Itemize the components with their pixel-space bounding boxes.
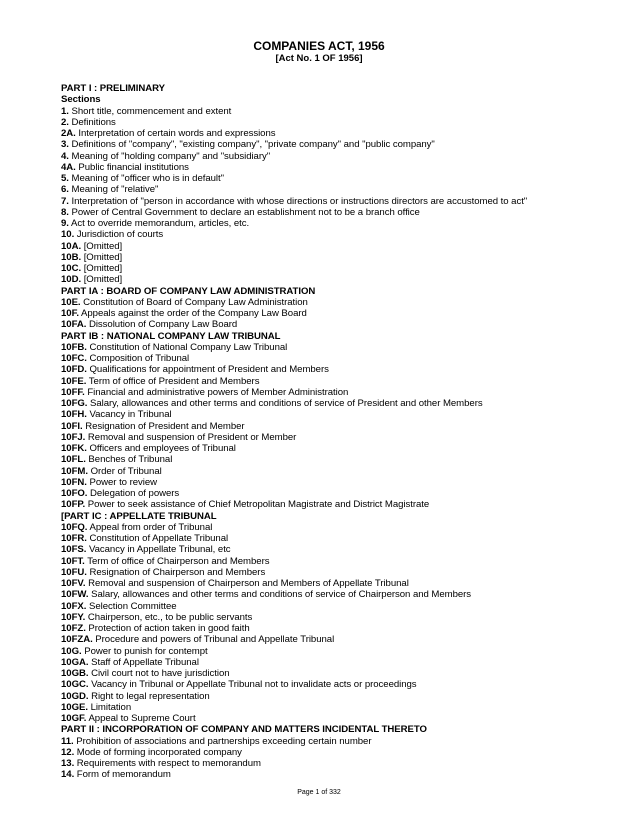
section-title: Salary, allowances and other terms and conditions of service of Chairperson and Members (88, 589, 472, 601)
section-title: Power to punish for contempt (81, 645, 208, 657)
section-entry (61, 173, 631, 184)
section-entry (61, 623, 631, 634)
section-title: Interpretation of "person in accordance with whose directions or instructions directors are accustomed to act" (68, 195, 528, 207)
section-entry (61, 308, 631, 319)
part-heading: [PART IC : APPELLATE TRIBUNAL (61, 510, 217, 522)
section-number: 10GE. (61, 701, 88, 713)
section-number: 10FR. (61, 533, 87, 544)
section-title: Officers and employees of Tribunal (86, 443, 236, 454)
section-entry (61, 229, 631, 240)
section-entry (61, 274, 631, 285)
section-entry (61, 353, 631, 364)
section-entry (61, 747, 631, 758)
section-number: 10FZ. (61, 623, 86, 634)
section-entry (61, 241, 631, 252)
section-number: 10GB. (61, 668, 89, 679)
section-number: 10GC. (61, 679, 89, 691)
section-title: Act to override memorandum, articles, etc. (68, 218, 250, 229)
section-entry (61, 736, 631, 747)
section-entry (61, 556, 631, 567)
section-title: Power of Central Government to declare an establishment not to be a branch office (68, 206, 420, 218)
section-number: 10FC. (61, 353, 87, 364)
section-title: Meaning of "relative" (68, 184, 159, 196)
page-footer: Page 1 of 332 (297, 789, 341, 796)
section-number: 3. (61, 139, 69, 151)
section-title: [Omitted] (81, 263, 123, 274)
section-entry (61, 398, 631, 409)
section-entry (61, 432, 631, 443)
section-title: Financial and administrative powers of Member Administration (84, 386, 349, 398)
section-number: 10A. (61, 240, 82, 252)
section-number: 10GD. (61, 690, 89, 702)
section-number: 10G. (61, 645, 82, 657)
section-title: Jurisdiction of courts (74, 229, 164, 241)
section-number: 7. (61, 195, 69, 207)
section-title: Meaning of "holding company" and "subsidiary" (68, 150, 271, 162)
table-of-contents (61, 83, 631, 781)
section-entry (61, 578, 631, 589)
section-number: 10B. (61, 251, 82, 263)
section-title: Chairperson, etc., to be public servants (85, 611, 253, 623)
section-number: 10FK. (61, 443, 87, 454)
section-number: 10FF. (61, 386, 85, 398)
document-subtitle: [Act No. 1 OF 1956] (275, 53, 363, 64)
section-number: 10FW. (61, 589, 89, 601)
section-entry (61, 364, 631, 375)
section-number: 10E. (61, 296, 81, 308)
section-number: 10FA. (61, 319, 87, 331)
section-title: Removal and suspension of Chairperson and Members of Appellate Tribunal (85, 578, 409, 589)
section-number: 4. (61, 150, 69, 162)
section-entry (61, 387, 631, 398)
section-title: [Omitted] (81, 251, 123, 263)
section-number: 9. (61, 218, 69, 229)
section-entry (61, 702, 631, 713)
section-number: 10FQ. (61, 521, 88, 533)
section-number: 10FG. (61, 398, 88, 409)
section-entry (61, 713, 631, 724)
section-entry (61, 184, 631, 195)
section-title: Mode of forming incorporated company (74, 746, 242, 758)
section-number: 10GF. (61, 713, 87, 724)
section-entry (61, 522, 631, 533)
section-entry (61, 634, 631, 645)
section-title: Constitution of Board of Company Law Administration (80, 296, 308, 308)
section-entry (61, 376, 631, 387)
section-title: Power to seek assistance of Chief Metropolitan Magistrate and District Magistrate (85, 499, 430, 511)
section-entry (61, 466, 631, 477)
section-number: 10FX. (61, 600, 87, 612)
section-title: Dissolution of Company Law Board (86, 319, 238, 331)
section-title: Meaning of "officer who is in default" (68, 173, 224, 184)
part-heading: PART II : INCORPORATION OF COMPANY AND MATTERS INCIDENTAL THERETO (61, 724, 427, 736)
section-number: 4A. (61, 161, 76, 173)
section-entry (61, 421, 631, 432)
section-title: Form of memorandum (74, 769, 171, 781)
section-title: Staff of Appellate Tribunal (88, 656, 199, 668)
section-entry (61, 544, 631, 555)
section-entry (61, 758, 631, 769)
section-title: Delegation of powers (87, 488, 180, 499)
section-entry (61, 342, 631, 353)
section-number: 2. (61, 116, 69, 128)
section-title: Prohibition of associations and partnerships exceeding certain number (73, 735, 372, 747)
section-title: Appeal to Supreme Court (86, 713, 196, 724)
section-title: Salary, allowances and other terms and conditions of service of President and other Members (87, 398, 483, 409)
section-title: Resignation of Chairperson and Members (86, 566, 266, 578)
section-entry (61, 646, 631, 657)
section-entry (61, 612, 631, 623)
section-number: 10C. (61, 263, 82, 274)
section-number: 13. (61, 758, 75, 769)
section-title: Benches of Tribunal (85, 454, 173, 466)
section-number: 5. (61, 173, 69, 184)
section-entry (61, 477, 631, 488)
section-entry (61, 409, 631, 420)
section-entry (61, 691, 631, 702)
part-heading: PART IA : BOARD OF COMPANY LAW ADMINISTRATION (61, 285, 316, 297)
section-title: Civil court not to have jurisdiction (88, 668, 230, 679)
section-entry (61, 207, 631, 218)
section-title: Public financial institutions (75, 161, 189, 173)
section-entry (61, 567, 631, 578)
section-entry (61, 139, 631, 150)
section-entry (61, 106, 631, 117)
section-title: Composition of Tribunal (86, 353, 190, 364)
section-entry (61, 769, 631, 780)
section-title: Qualifications for appointment of President and Members (86, 364, 329, 376)
section-number: 10FB. (61, 341, 87, 353)
section-entry (61, 252, 631, 263)
section-number: 10FP. (61, 499, 86, 511)
section-title: Vacancy in Appellate Tribunal, etc (86, 544, 231, 556)
document-title: COMPANIES ACT, 1956 (253, 39, 385, 53)
section-number: 10FZA. (61, 634, 93, 646)
section-title: Short title, commencement and extent (68, 105, 232, 117)
section-title: Term of office of President and Members (86, 375, 260, 387)
section-title: Vacancy in Tribunal or Appellate Tribunal not to invalidate acts or proceedings (88, 679, 417, 691)
section-entry (61, 162, 631, 173)
section-number: 11. (61, 735, 74, 747)
section-number: 2A. (61, 128, 76, 139)
section-entry (61, 151, 631, 162)
section-entry (61, 601, 631, 612)
section-entry (61, 196, 631, 207)
section-title: Definitions (68, 116, 116, 128)
section-number: 10. (61, 229, 75, 241)
section-number: 10FO. (61, 488, 88, 499)
section-number: 10FJ. (61, 431, 86, 443)
section-number: 10FY. (61, 611, 86, 623)
section-number: 10FD. (61, 364, 87, 376)
section-number: 10FE. (61, 375, 87, 387)
section-title: Interpretation of certain words and expressions (75, 128, 276, 139)
section-entry (61, 488, 631, 499)
section-number: 10FL. (61, 454, 86, 466)
section-title: Constitution of National Company Law Tribunal (86, 341, 288, 353)
section-entry (61, 117, 631, 128)
section-entry (61, 443, 631, 454)
section-title: Appeals against the order of the Company Law Board (78, 308, 307, 319)
section-number: 1. (61, 105, 69, 117)
section-number: 14. (61, 769, 75, 781)
section-entry (61, 533, 631, 544)
section-number: 10FM. (61, 465, 88, 477)
section-entry (61, 589, 631, 600)
section-number: 10FH. (61, 409, 87, 421)
section-title: Requirements with respect to memorandum (74, 758, 261, 769)
section-number: 10D. (61, 274, 82, 286)
section-entry (61, 128, 631, 139)
section-entry (61, 668, 631, 679)
section-title: Order of Tribunal (87, 465, 162, 477)
section-title: Power to review (86, 476, 158, 488)
section-entry (61, 679, 631, 690)
section-title: Selection Committee (86, 600, 177, 612)
section-title: Procedure and powers of Tribunal and Appellate Tribunal (92, 634, 335, 646)
section-entry (61, 454, 631, 465)
section-number: 10FI. (61, 420, 83, 432)
section-entry (61, 297, 631, 308)
section-number: 10FU. (61, 566, 87, 578)
section-entry (61, 499, 631, 510)
section-title: Vacancy in Tribunal (86, 409, 172, 421)
section-title: Removal and suspension of President or Member (85, 431, 297, 443)
part-heading: Sections (61, 94, 101, 106)
section-number: 10GA. (61, 656, 89, 668)
section-number: 10FV. (61, 578, 86, 589)
section-entry (61, 263, 631, 274)
section-title: Term of office of Chairperson and Members (84, 555, 270, 567)
section-title: Definitions of "company", "existing company", "private company" and "public company" (68, 139, 435, 151)
section-title: Appeal from order of Tribunal (87, 521, 213, 533)
section-entry (61, 218, 631, 229)
section-number: 12. (61, 746, 75, 758)
section-entry (61, 657, 631, 668)
section-title: Limitation (87, 701, 132, 713)
section-number: 8. (61, 206, 69, 218)
section-title: Protection of action taken in good faith (85, 623, 250, 634)
section-number: 10FS. (61, 544, 87, 556)
section-title: Resignation of President and Member (82, 420, 245, 432)
section-number: 10FN. (61, 476, 87, 488)
section-number: 10F. (61, 308, 79, 319)
section-number: 10FT. (61, 555, 85, 567)
section-title: Constitution of Appellate Tribunal (86, 533, 229, 544)
section-number: 6. (61, 184, 69, 196)
part-heading: PART I : PRELIMINARY (61, 83, 165, 94)
section-title: Right to legal representation (88, 690, 210, 702)
section-entry (61, 319, 631, 330)
section-title: [Omitted] (81, 240, 123, 252)
part-heading: PART IB : NATIONAL COMPANY LAW TRIBUNAL (61, 330, 281, 342)
section-title: [Omitted] (81, 274, 123, 286)
